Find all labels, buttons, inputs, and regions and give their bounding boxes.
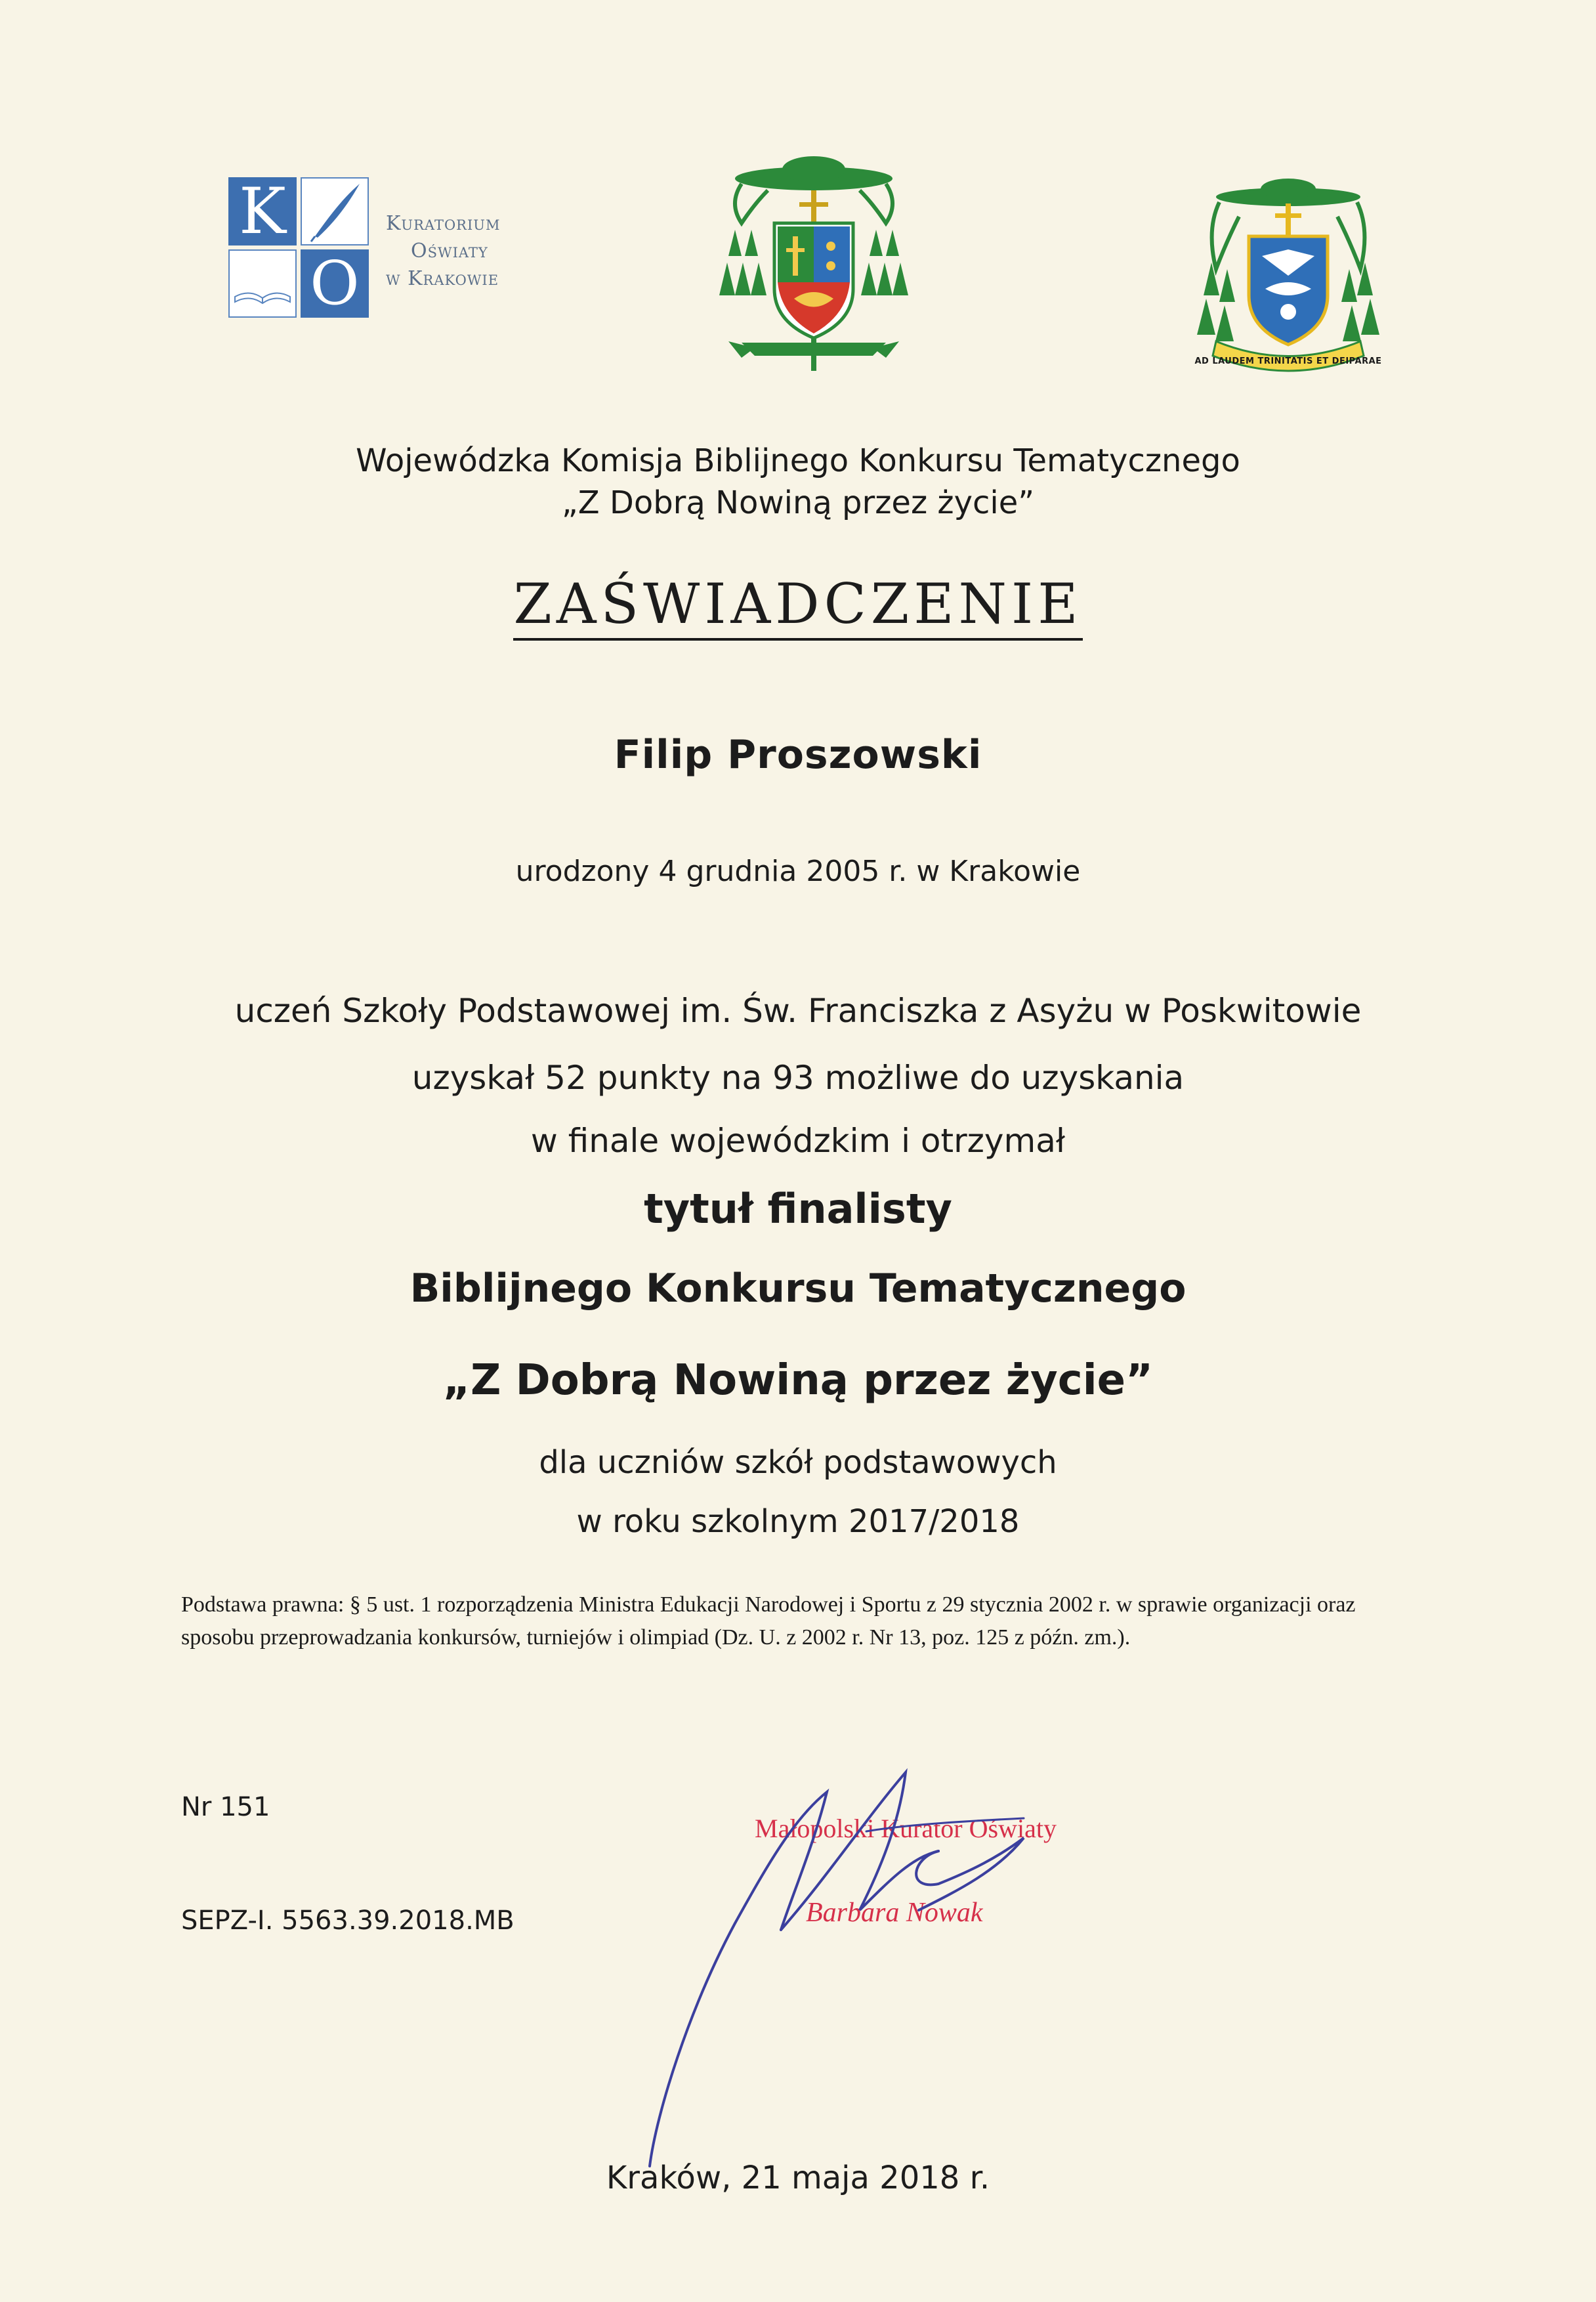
committee-heading xyxy=(0,440,1596,524)
quill-icon xyxy=(301,177,369,245)
contest-motto: „Z Dobrą Nowiną przez życie” xyxy=(442,1356,1154,1405)
kuratorium-name-line: Kuratorium xyxy=(386,212,501,235)
award-title: tytuł finalisty xyxy=(644,1185,952,1233)
contest-name: Biblijnego Konkursu Tematycznego xyxy=(410,1266,1186,1311)
place-and-date: Kraków, 21 maja 2018 r. xyxy=(606,2160,990,2196)
stamp-title: Małopolski Kurator Oświaty xyxy=(755,1814,1057,1843)
kuratorium-name xyxy=(386,210,537,293)
final-line: w finale wojewódzkim i otrzymał xyxy=(530,1122,1066,1160)
open-book-icon xyxy=(228,249,297,318)
birth-line: urodzony 4 grudnia 2005 r. w Krakowie xyxy=(515,855,1081,888)
kuratorium-name-line: w Krakowie xyxy=(386,267,499,290)
logo-letter-o: O xyxy=(301,249,369,318)
logo-letter-k: K xyxy=(228,177,297,245)
committee-line: Wojewódzka Komisja Biblijnego Konkursu Tematycznego xyxy=(356,442,1240,479)
coat-of-arms-left-icon xyxy=(715,151,912,374)
score-line: uzyskał 52 punkty na 93 możliwe do uzyskania xyxy=(411,1059,1185,1097)
committee-line: „Z Dobrą Nowiną przez życie” xyxy=(561,484,1035,521)
recipient-name: Filip Proszowski xyxy=(614,732,982,778)
audience-line: dla uczniów szkół podstawowych xyxy=(539,1444,1057,1481)
legal-basis: Podstawa prawna: § 5 ust. 1 rozporządzenia Ministra Edukacji Narodowej i Sportu z 29 stycznia 2002 r. w sprawie organizacji oraz sposobu przeprowadzania konkursów, turniejów i olimpiad (Dz. U. z 2002 r. Nr 13, poz. 125 z późn. zm.). xyxy=(181,1592,1356,1650)
reference-number: SEPZ-I. 5563.39.2018.MB xyxy=(181,1906,514,1936)
coat-of-arms-right-icon xyxy=(1193,177,1383,381)
kuratorium-name-line: Oświaty xyxy=(411,240,488,263)
document-title xyxy=(0,570,1596,641)
certificate-number: Nr 151 xyxy=(181,1792,270,1822)
kuratorium-logo xyxy=(228,177,530,335)
school-line: uczeń Szkoły Podstawowej im. Św. Franciszka z Asyżu w Poskwitowie xyxy=(234,992,1362,1030)
school-year-line: w roku szkolnym 2017/2018 xyxy=(576,1503,1020,1540)
stamp-name: Barbara Nowak xyxy=(806,1898,983,1928)
coat-of-arms-motto: AD LAUDEM TRINITATIS ET DEIPARAE xyxy=(1194,356,1382,366)
document-title-text: ZAŚWIADCZENIE xyxy=(513,570,1082,641)
handwritten-signature xyxy=(630,1759,1089,2179)
